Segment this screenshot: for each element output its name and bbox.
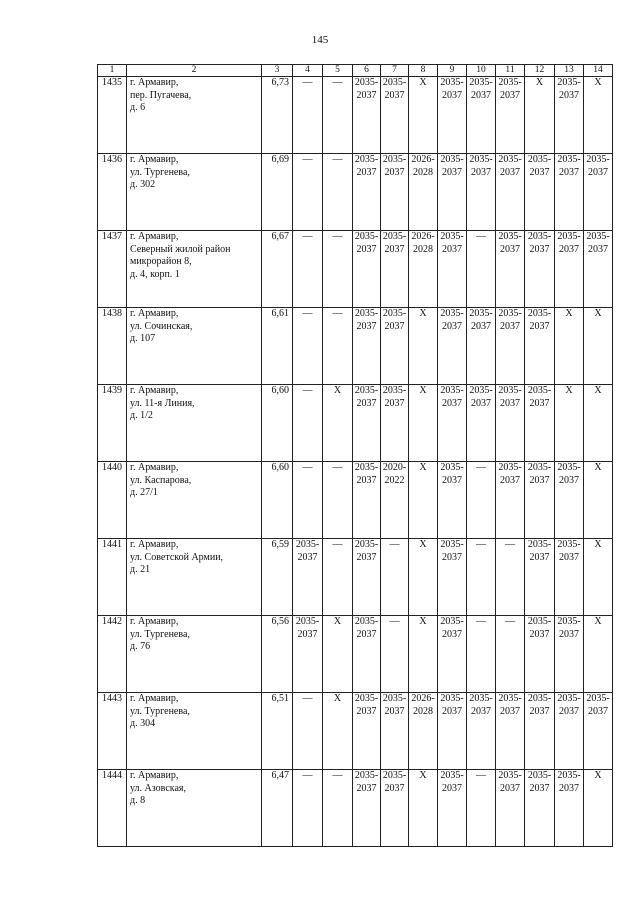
value-cell: 6,56 xyxy=(262,616,293,693)
period-cell: 2035- 2037 xyxy=(438,77,467,154)
period-cell: X xyxy=(584,616,613,693)
address-cell xyxy=(127,616,262,693)
period-cell: 2035- 2037 xyxy=(555,770,584,847)
period-cell: 2035- 2037 xyxy=(438,616,467,693)
period-cell: — xyxy=(467,616,496,693)
value-cell: 6,61 xyxy=(262,308,293,385)
table-row xyxy=(98,231,613,308)
period-cell: 2035- 2037 xyxy=(525,770,555,847)
address-cell xyxy=(127,462,262,539)
address-line: ул. Сочинская, xyxy=(130,320,193,332)
address-line: ул. Тургенева, xyxy=(130,166,190,178)
address-line: г. Армавир, xyxy=(130,693,179,704)
address-line: г. Армавир, xyxy=(130,539,179,550)
address-line: г. Армавир, xyxy=(130,77,179,88)
period-cell: X xyxy=(555,308,584,385)
period-cell: 2035- 2037 xyxy=(381,693,409,770)
address-cell xyxy=(127,77,262,154)
period-cell: 2035- 2037 xyxy=(438,693,467,770)
period-cell: 2026- 2028 xyxy=(409,231,438,308)
period-cell: 2035- 2037 xyxy=(467,693,496,770)
period-cell: X xyxy=(323,693,353,770)
row-number-cell: 1444 xyxy=(98,770,127,847)
period-cell: 2035- 2037 xyxy=(381,770,409,847)
address-line: д. 302 xyxy=(130,179,156,190)
period-cell: 2035- 2037 xyxy=(381,154,409,231)
table-header-row xyxy=(98,65,613,77)
address-line: д. 27/1 xyxy=(130,487,158,498)
period-cell: — xyxy=(293,231,323,308)
value-cell: 6,73 xyxy=(262,77,293,154)
row-number-cell: 1438 xyxy=(98,308,127,385)
period-cell: 2035- 2037 xyxy=(525,308,555,385)
period-cell: — xyxy=(467,770,496,847)
period-cell: 2035- 2037 xyxy=(438,539,467,616)
column-header: 10 xyxy=(467,65,496,77)
address-line: ул. Тургенева, xyxy=(130,628,190,640)
period-cell: — xyxy=(293,77,323,154)
period-cell: 2035- 2037 xyxy=(467,77,496,154)
value-cell: 6,60 xyxy=(262,385,293,462)
table-row xyxy=(98,154,613,231)
period-cell: 2035- 2037 xyxy=(555,616,584,693)
value-cell: 6,47 xyxy=(262,770,293,847)
address-line: микрорайон 8, xyxy=(130,256,192,267)
period-cell: — xyxy=(496,539,525,616)
address-line: г. Армавир, xyxy=(130,154,179,165)
period-cell: X xyxy=(555,385,584,462)
row-number-cell: 1442 xyxy=(98,616,127,693)
period-cell: 2035- 2037 xyxy=(584,693,613,770)
period-cell: X xyxy=(584,539,613,616)
period-cell: 2035- 2037 xyxy=(555,154,584,231)
row-number-cell: 1440 xyxy=(98,462,127,539)
period-cell: X xyxy=(409,385,438,462)
period-cell: 2035- 2037 xyxy=(525,231,555,308)
period-cell: 2035- 2037 xyxy=(467,308,496,385)
address-line: г. Армавир, xyxy=(130,385,179,396)
period-cell: 2035- 2037 xyxy=(438,308,467,385)
period-cell: 2035- 2037 xyxy=(353,308,381,385)
page-number: 145 xyxy=(311,34,329,46)
period-cell: 2035- 2037 xyxy=(353,385,381,462)
period-cell: 2035- 2037 xyxy=(555,693,584,770)
period-cell: 2035- 2037 xyxy=(438,770,467,847)
period-cell: 2035- 2037 xyxy=(525,616,555,693)
period-cell: 2035- 2037 xyxy=(496,385,525,462)
period-cell: — xyxy=(293,693,323,770)
address-line: ул. 11-я Линия, xyxy=(130,397,195,409)
address-cell xyxy=(127,770,262,847)
row-number-cell: 1435 xyxy=(98,77,127,154)
period-cell: 2035- 2037 xyxy=(584,231,613,308)
address-cell xyxy=(127,693,262,770)
table-row xyxy=(98,462,613,539)
value-cell: 6,51 xyxy=(262,693,293,770)
period-cell: 2035- 2037 xyxy=(353,77,381,154)
address-cell xyxy=(127,308,262,385)
period-cell: — xyxy=(323,308,353,385)
column-header: 14 xyxy=(584,65,613,77)
address-cell xyxy=(127,231,262,308)
period-cell: 2035- 2037 xyxy=(353,770,381,847)
address-line: пер. Пугачева, xyxy=(130,89,192,101)
column-header: 8 xyxy=(409,65,438,77)
period-cell: — xyxy=(381,539,409,616)
column-header: 3 xyxy=(262,65,293,77)
period-cell: X xyxy=(584,770,613,847)
table-row xyxy=(98,693,613,770)
period-cell: — xyxy=(293,154,323,231)
period-cell: X xyxy=(409,539,438,616)
value-cell: 6,60 xyxy=(262,462,293,539)
period-cell: — xyxy=(323,539,353,616)
period-cell: 2035- 2037 xyxy=(496,693,525,770)
table-row xyxy=(98,385,613,462)
address-cell xyxy=(127,385,262,462)
period-cell: — xyxy=(293,308,323,385)
period-cell: 2035- 2037 xyxy=(525,462,555,539)
period-cell: X xyxy=(409,770,438,847)
row-number-cell: 1441 xyxy=(98,539,127,616)
address-line: д. 4, корп. 1 xyxy=(130,268,180,280)
address-line: Северный жилой район xyxy=(130,243,231,255)
period-cell: 2035- 2037 xyxy=(525,154,555,231)
period-cell: — xyxy=(323,770,353,847)
period-cell: X xyxy=(525,77,555,154)
period-cell: 2035- 2037 xyxy=(438,385,467,462)
value-cell: 6,67 xyxy=(262,231,293,308)
column-header: 12 xyxy=(525,65,555,77)
address-cell xyxy=(127,154,262,231)
period-cell: — xyxy=(467,539,496,616)
period-cell: X xyxy=(323,616,353,693)
table-row xyxy=(98,770,613,847)
period-cell: X xyxy=(323,385,353,462)
column-header: 4 xyxy=(293,65,323,77)
period-cell: 2035- 2037 xyxy=(381,231,409,308)
table-row xyxy=(98,539,613,616)
address-line: г. Армавир, xyxy=(130,770,179,781)
period-cell: 2035- 2037 xyxy=(438,231,467,308)
period-cell: X xyxy=(584,462,613,539)
period-cell: X xyxy=(584,385,613,462)
period-cell: 2035- 2037 xyxy=(353,231,381,308)
period-cell: 2035- 2037 xyxy=(525,385,555,462)
period-cell: 2035- 2037 xyxy=(555,462,584,539)
period-cell: — xyxy=(323,77,353,154)
period-cell: 2035- 2037 xyxy=(496,77,525,154)
column-header: 5 xyxy=(323,65,353,77)
period-cell: 2035- 2037 xyxy=(496,154,525,231)
period-cell: 2035- 2037 xyxy=(293,539,323,616)
row-number-cell: 1439 xyxy=(98,385,127,462)
address-line: д. 6 xyxy=(130,102,146,113)
address-line: ул. Азовская, xyxy=(130,782,187,794)
period-cell: 2035- 2037 xyxy=(496,462,525,539)
column-header: 7 xyxy=(381,65,409,77)
period-cell: 2035- 2037 xyxy=(381,77,409,154)
period-cell: 2035- 2037 xyxy=(584,154,613,231)
period-cell: — xyxy=(323,462,353,539)
address-line: д. 304 xyxy=(130,718,156,729)
period-cell: 2035- 2037 xyxy=(496,770,525,847)
period-cell: 2035- 2037 xyxy=(555,539,584,616)
period-cell: 2035- 2037 xyxy=(496,231,525,308)
table-row xyxy=(98,77,613,154)
period-cell: 2035- 2037 xyxy=(555,231,584,308)
table-row xyxy=(98,308,613,385)
period-cell: — xyxy=(381,616,409,693)
row-number-cell: 1443 xyxy=(98,693,127,770)
address-line: г. Армавир, xyxy=(130,616,179,627)
address-line: д. 107 xyxy=(130,333,156,344)
column-header: 9 xyxy=(438,65,467,77)
value-cell: 6,59 xyxy=(262,539,293,616)
period-cell: 2035- 2037 xyxy=(381,308,409,385)
address-cell xyxy=(127,539,262,616)
period-cell: — xyxy=(323,154,353,231)
period-cell: X xyxy=(584,308,613,385)
period-cell: 2035- 2037 xyxy=(353,462,381,539)
period-cell: X xyxy=(409,462,438,539)
period-cell: X xyxy=(409,308,438,385)
address-line: г. Армавир, xyxy=(130,231,179,242)
value-cell: 6,69 xyxy=(262,154,293,231)
period-cell: 2035- 2037 xyxy=(525,693,555,770)
period-cell: 2035- 2037 xyxy=(525,539,555,616)
period-cell: — xyxy=(467,462,496,539)
period-cell: 2035- 2037 xyxy=(353,539,381,616)
column-header: 11 xyxy=(496,65,525,77)
period-cell: 2035- 2037 xyxy=(293,616,323,693)
period-cell: — xyxy=(323,231,353,308)
column-header: 2 xyxy=(127,65,262,77)
address-line: г. Армавир, xyxy=(130,308,179,319)
column-header: 13 xyxy=(555,65,584,77)
row-number-cell: 1437 xyxy=(98,231,127,308)
period-cell: 2026- 2028 xyxy=(409,693,438,770)
address-line: д. 76 xyxy=(130,641,151,652)
period-cell: 2035- 2037 xyxy=(438,462,467,539)
period-cell: — xyxy=(293,462,323,539)
period-cell: 2035- 2037 xyxy=(353,616,381,693)
column-header: 1 xyxy=(98,65,127,77)
period-cell: 2035- 2037 xyxy=(467,385,496,462)
period-cell: — xyxy=(293,770,323,847)
period-cell: — xyxy=(467,231,496,308)
period-cell: 2020- 2022 xyxy=(381,462,409,539)
period-cell: 2035- 2037 xyxy=(381,385,409,462)
housing-repair-schedule-table xyxy=(97,64,613,847)
period-cell: 2035- 2037 xyxy=(353,154,381,231)
period-cell: — xyxy=(293,385,323,462)
period-cell: 2035- 2037 xyxy=(496,308,525,385)
period-cell: 2035- 2037 xyxy=(353,693,381,770)
address-line: ул. Советской Армии, xyxy=(130,551,224,563)
address-line: г. Армавир, xyxy=(130,462,179,473)
address-line: д. 21 xyxy=(130,564,151,575)
row-number-cell: 1436 xyxy=(98,154,127,231)
address-line: ул. Каспарова, xyxy=(130,474,192,486)
period-cell: 2035- 2037 xyxy=(438,154,467,231)
period-cell: 2035- 2037 xyxy=(555,77,584,154)
period-cell: 2026- 2028 xyxy=(409,154,438,231)
period-cell: 2035- 2037 xyxy=(467,154,496,231)
period-cell: X xyxy=(584,77,613,154)
period-cell: X xyxy=(409,616,438,693)
address-line: д. 1/2 xyxy=(130,410,153,421)
address-line: д. 8 xyxy=(130,795,146,806)
table-row xyxy=(98,616,613,693)
period-cell: X xyxy=(409,77,438,154)
column-header: 6 xyxy=(353,65,381,77)
period-cell: — xyxy=(496,616,525,693)
address-line: ул. Тургенева, xyxy=(130,705,190,717)
